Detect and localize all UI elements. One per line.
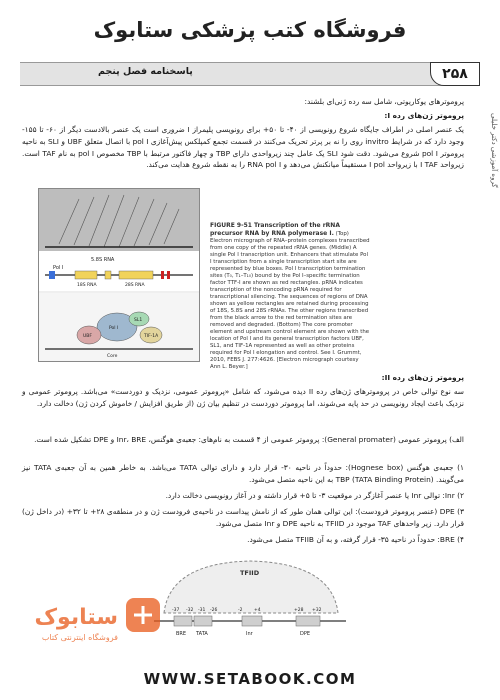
heading-class-1: پروموتر ژن‌های رده I: [384,111,464,120]
label-sl1: SL1 [134,318,143,323]
caption-title: FIGURE 9-51 Transcription of the rRNA precursor RNA by RNA polymerase I. [210,222,340,237]
inr-box [242,616,262,626]
watermark-brand: ستابوک [34,605,118,630]
page-number: ۲۵۸ [430,62,480,86]
paragraph-class-2: سه نوع توالی خاص در پروموترهای ژن‌های رده II دیده می‌شود، که شامل «پروموتر عمومی، نزدیک و دوردست» می‌باشد. پروموتر عمومی و نزدیک باعث ایجاد رونویسی در حد پایه می‌شوند، اما پروموتر دوردست در تنظیم بیان ژن (از طریق افزایش / خاموش کردن ژن) دخالت دارد. [22,387,464,408]
tfiid-drawing [150,555,350,645]
position-label: -32 [186,608,194,613]
label-18s: 18S RNA [77,283,97,288]
figure-drawing [39,189,199,361]
tfiid-diagram [150,555,350,645]
label-bre: BRE [176,631,187,637]
label-28s: 28S RNA [125,283,145,288]
termination-site [167,271,170,279]
label-dpe: DPE [300,631,311,637]
position-label: -26 [210,608,218,613]
section-title: پاسخنامه فصل پنجم [98,66,193,77]
tfiid-title: TFIID [240,569,260,577]
position-label: -31 [198,608,206,613]
region-28s [119,271,153,279]
paragraph-class-1: یک عنصر اصلی در اطراف جایگاه شروع رونویسی از ۴۰- تا ۵۰+ برای رونویسی پلیمراز I ضروری است یک عنصر بالادست دیگر از ۶۰- تا ۱۵۵- وجود دارد که در شرایط invitro روی را نه بر پرتر تحریک می‌کنند در قسمت تجمع کمپلکس پیش‌آغازی pol I با اتصال متعلق UBF و SLI به ناحیه پروموتر pol I شروع می‌شود. دقت شود SLI یک عامل چند زیرواحدی دارای TBP و چهار فاکتور مرتبط با TBP مخصوص pol I به نام TAF است. زیرواحد I TAF با زیرواحد I pol مستقیماً میانکنش می‌دهد و RNA pol I را به نقطه شروع هدایت می‌کند. [22,125,465,170]
position-label: +28 [294,608,304,613]
label-inr: Inr [246,631,253,637]
tata-box [194,616,212,626]
label-pol-i-bottom: Pol I [109,326,119,331]
position-label: +4 [254,608,261,613]
side-label: گروه آموزشی دکتر خلیلی [490,113,498,188]
section-header-band [20,62,480,86]
paragraph-dpe: ۳) DPE (عنصر پروموتر فرودست): این توالی همان طور که از نامش پیداست در ناحیه‌ی فرودست ژن و در منطقه‌ی ۲۸+ تا ۳۲+ (در داخل ژن) قرار دارد. زیر واحدهای TAF موجود در TFIID به ناحیه DPE و Inr متصل می‌شود. [22,507,465,528]
paragraph-general-promoter: الف) پروموتر عمومی (General promater): پروموتر عمومی از ۴ قسمت به نام‌های: جعبه‌ی هوگنس، Inr، BRE و DPE تشکیل شده است. [34,435,464,444]
label-pol-i: Pol I [53,265,64,271]
paragraph-inr: ۲) Inr: توالی Inr یا عنصر آغازگر در موقعیت ۳- تا ۵+ قرار داشته و در آغاز رونویسی دخالت دارد. [165,491,464,500]
region-5-8s [105,271,111,279]
dpe-box [296,616,320,626]
label-5-8s: 5.8S RNA [91,257,115,263]
paragraph-intro: پروموترهای یوکاریوتی، شامل سه رده ژنی‌ای بلشند: [304,97,464,106]
label-tata: TATA [196,631,208,637]
micrograph-region [39,189,199,251]
paragraph-hogness-box: ۱) جعبه‌ی هوگنس (Hognese box): حدوداً در ناحیه ۳۰- قرار دارد و دارای توالی TATA می‌باشد. به خاطر همین به آن جعبه‌ی TATA نیز می‌گویند. TBP (TATA Binding Protein) به این ناحیه متصل می‌شود. [22,463,464,484]
termination-site [161,271,164,279]
caption-body: (Top) Electron micrograph of RNA–protein complexes transcribed from one copy of the repeated rRNA genes. (Middle) A single Pol I transcription unit. Enhancers that stimulate Pol I transcription from a single transcription start site are represented by blue boxes. Pol I transcription termination sites (T₀, T₁–T₁₀) bound by the Pol I–specific termination factor TTF-I are shown as red rectangles. pRNA indicates transcription of the noncoding pRNA required for transcriptional silencing. The sequences of regions of DNA shown as yellow rectangles are retained during processing of 18S, 5.8S and 28S rRNAs. The other regions transcribed from the black arrow to the red termination sites are removed and degraded. (Bottom) The core promoter element and upstream control element are shown with the location of Pol I and its general transcription factors UBF, SL1, and TIF-1A represented as well as other proteins required for Pol I elongation and control. See I. Grummt, 2010, FEBS J. 277:4626. [Electron micrograph courtesy Ann L. Beyer.] [210,231,370,370]
setabook-watermark-logo [8,594,178,646]
store-title: فروشگاه کتب پزشکی ستابوک [93,18,407,42]
watermark-drawing [8,594,178,646]
position-label: -2 [238,608,243,613]
enhancer-box [49,271,55,279]
label-core: Core [107,354,118,359]
label-ubf: UBF [83,334,92,339]
watermark-sub: فروشگاه اینترنتی کتاب [41,633,118,642]
label-tif: TIF-1A [144,334,159,339]
figure-caption [210,222,370,371]
footer-url[interactable]: WWW.SETABOOK.COM [143,670,357,688]
position-label: -37 [172,608,180,613]
position-label: +32 [312,608,322,613]
figure-image [38,188,200,362]
paragraph-bre: ۴) BRE: حدوداً در ناحیه ۳۵- قرار گرفته، و به آن TFIIB متصل می‌شود. [247,535,464,544]
region-18s [75,271,97,279]
heading-class-2: پروموتر ژن‌های رده II: [381,373,464,382]
